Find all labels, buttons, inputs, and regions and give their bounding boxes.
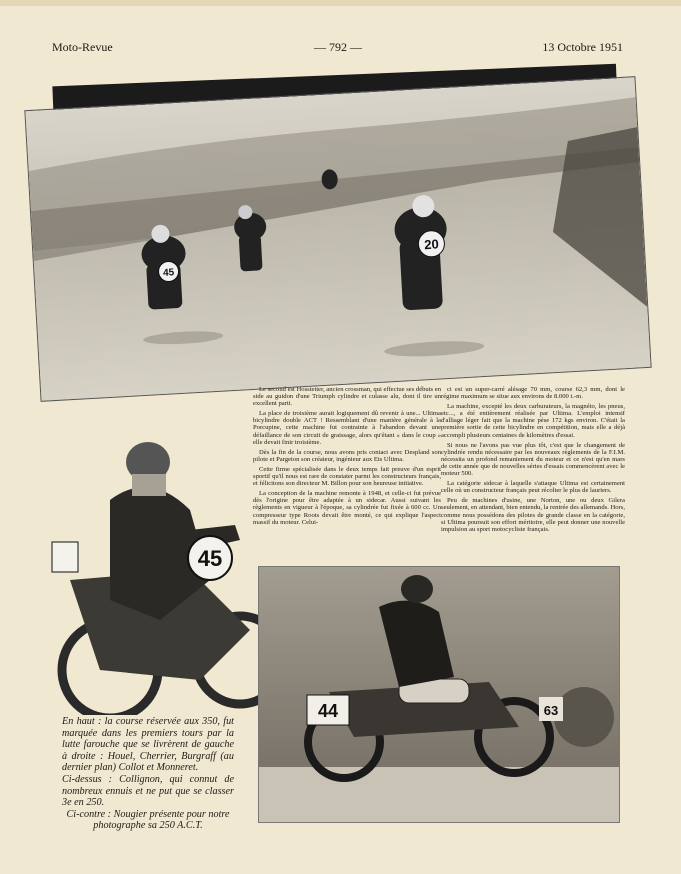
caption-top: En haut : la course réservée aux 350, fut marquée dans les premiers tours par la lutte farouche que se livrèrent de gauche à droite : Houel, Cherrier, Burgraff (au dernier plan) Collot et Monneret. (62, 716, 234, 774)
rider-number-20: 20 (423, 236, 440, 253)
article-paragraph: La machine, excepté les deux carburateurs, la magnéto, les pneus, etc..., a été entièrement réalisée par Ultima. L'emploi intensif d'alliage léger fait que la machine pèse 172 kgs environ. C'était la première sortie de cette bicylindre en compétition, mais elle a déjà accompli plusieurs centaines de kilomètres d'essai. (441, 403, 625, 439)
rider-number-45: 45 (162, 267, 175, 279)
photo-bottom-sidecar (258, 566, 620, 823)
photo-top-race (24, 76, 651, 402)
article-paragraph: Peu de machines d'usine, une Norton, une ou deux Gilera seulement, en attendant, bien entendu, la rentrée des allemands. Hors, comme nous possédons des pilotes de grande classe en la catégorie, si Ultima poursuit son effort méritoire, elle peut donner une nouvelle impulsion au sport motocycliste français. (441, 497, 625, 533)
sidecar-number-63: 63 (543, 703, 559, 718)
issue-date: 13 Octobre 1951 (542, 40, 623, 54)
article-paragraph: Cette firme spécialisée dans le deux temps fait preuve d'un esprit sportif qu'il nous est rare de constater parmi les constructeurs français, et félicitons son directeur M. Billon pour son heureuse initiative. (253, 465, 441, 488)
sidecar-image (259, 567, 619, 822)
caption-above: Ci-dessus : Collignon, qui connut de nombreux ennuis et ne put que se classer 3e en 250. (62, 773, 234, 809)
article-paragraph: La place de troisième aurait logiquement dû revenir à une... Ultima bicylindre double ACT ! Ressemblant d'une manière générale à la Porcupine, cette machine fut contrainte à l'abandon devant une défaillance de son circuit de graissage, alors qu'étant « dans le coup » elle devait finir troisième. (253, 410, 441, 446)
photo-caption (62, 716, 234, 832)
sidecar-number-44: 44 (317, 701, 339, 721)
article-column-1 (253, 386, 441, 529)
article-column-2 (441, 386, 625, 536)
magazine-title: Moto-Revue (52, 40, 113, 54)
page-top-edge (0, 0, 681, 6)
article-paragraph: ci est un super-carré alésage 70 mm, course 62,3 mm, dont le régime maximum se situe aux environs de 8.000 t.-m. (441, 386, 625, 401)
article-paragraph: Dès la fin de la course, nous avons pris contact avec Despland son pilote et Pargeton son créateur, ingénieur aux Ets Ultima. (253, 448, 441, 463)
article-paragraph: La conception de la machine remonte à 1948, et celle-ci fut prévue dès l'origine pour être adaptée à un sidecar. Aussi suivant les règlements en vigueur à l'époque, sa cylindrée fut fixée à 600 cc. Un compresseur type Roots devait être monté, ce qui explique l'aspect massif du moteur. Celui- (253, 490, 441, 526)
article-paragraph: Si nous ne l'avons pas vue plus tôt, c'est que le changement de cylindrée rendu nécessaire par les nouveaux règlements de la F.I.M. nécessita un profond remaniement du moteur et ce n'est qu'en mars de cette année que de nouvelles séries d'essais commencèrent avec le moteur 500. (441, 441, 625, 478)
race-track-image (25, 77, 650, 401)
caption-opposite: Ci-contre : Nougier présente pour notre photographe sa 250 A.C.T. (66, 808, 230, 832)
article-paragraph: La catégorie sidecar à laquelle s'attaque Ultima est certainement celle où un constructeur français peut récolter le plus de lauriers. (441, 480, 625, 495)
article-paragraph: Le second est Hosstetter, ancien crossman, qui effectue ses débuts en side au guidon d'une Triumph cylindre et culasse alu, dont il tire un excellent parti. (253, 386, 441, 408)
page-number: — 792 — (314, 40, 362, 54)
page-header (52, 40, 623, 60)
rider-number-45-left: 45 (197, 546, 223, 571)
